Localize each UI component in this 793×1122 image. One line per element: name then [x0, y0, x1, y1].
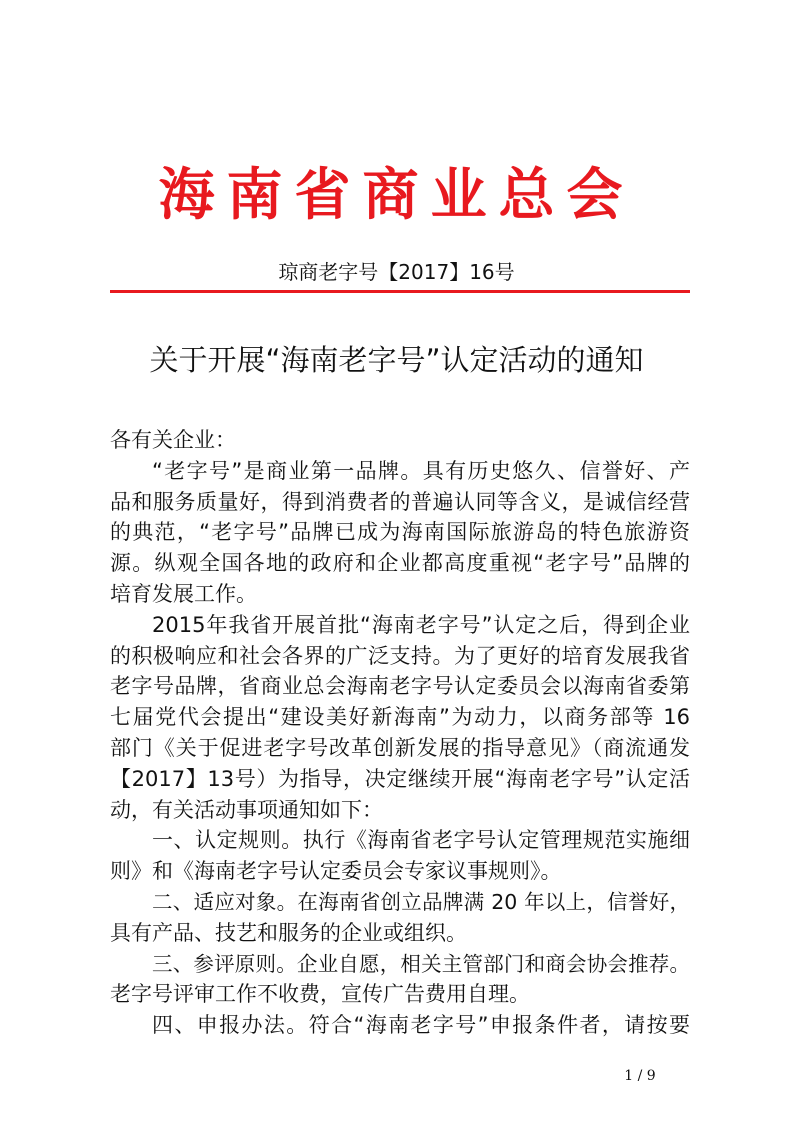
paragraph-line: 部门《关于促进老字号改革创新发展的指导意见》（商流通发	[110, 735, 690, 760]
paragraph-line: 培育发展工作。	[110, 581, 257, 606]
paragraph-line: 老字号品牌，省商业总会海南老字号认定委员会以海南省委第	[110, 674, 690, 699]
paragraph-line: 二、适应对象。在海南省创立品牌满 20 年以上，信誉好，	[152, 889, 690, 914]
paragraph-line: 一、认定规则。执行《海南省老字号认定管理规范实施细	[152, 828, 690, 853]
salutation-line: 各有关企业：	[110, 428, 236, 452]
paragraph-line: 的积极响应和社会各界的广泛支持。为了更好的培育发展我省	[110, 643, 690, 668]
paragraph-line: 三、参评原则。企业自愿，相关主管部门和商会协会推荐。	[152, 951, 690, 976]
page-indicator: 1 / 9	[624, 1068, 656, 1084]
paragraph-line: 动，有关活动事项通知如下：	[110, 797, 383, 822]
paragraph-line: 老字号评审工作不收费，宣传广告费用自理。	[110, 982, 530, 1007]
notice-body	[110, 425, 690, 1041]
paragraph-line: 源。纵观全国各地的政府和企业都高度重视“老字号”品牌的	[110, 551, 690, 576]
paragraph-line: 品和服务质量好，得到消费者的普遍认同等含义，是诚信经营	[110, 489, 690, 514]
paragraph-line: 【2017】13号）为指导，决定继续开展“海南老字号”认定活	[110, 766, 690, 791]
paragraph-line: 的典范，“老字号”品牌已成为海南国际旅游岛的特色旅游资	[110, 520, 690, 545]
organization-title: 海南省商业总会	[158, 162, 635, 228]
paragraph-line: 2015年我省开展首批“海南老字号”认定之后，得到企业	[152, 612, 690, 637]
red-divider-line	[110, 290, 690, 293]
paragraph-line: 则》和《海南老字号认定委员会专家议事规则》。	[110, 859, 562, 884]
paragraph-line: 四、申报办法。符合“海南老字号”申报条件者，请按要	[152, 1013, 690, 1038]
notice-title: 关于开展“海南老字号”认定活动的通知	[149, 343, 644, 377]
document-number: 琼商老字号【2017】16号	[278, 260, 515, 284]
paragraph-line: “老字号”是商业第一品牌。具有历史悠久、信誉好、产	[152, 458, 690, 483]
paragraph-line: 七届党代会提出“建设美好新海南”为动力，以商务部等 16	[110, 705, 690, 730]
paragraph-line: 具有产品、技艺和服务的企业或组织。	[110, 920, 467, 945]
